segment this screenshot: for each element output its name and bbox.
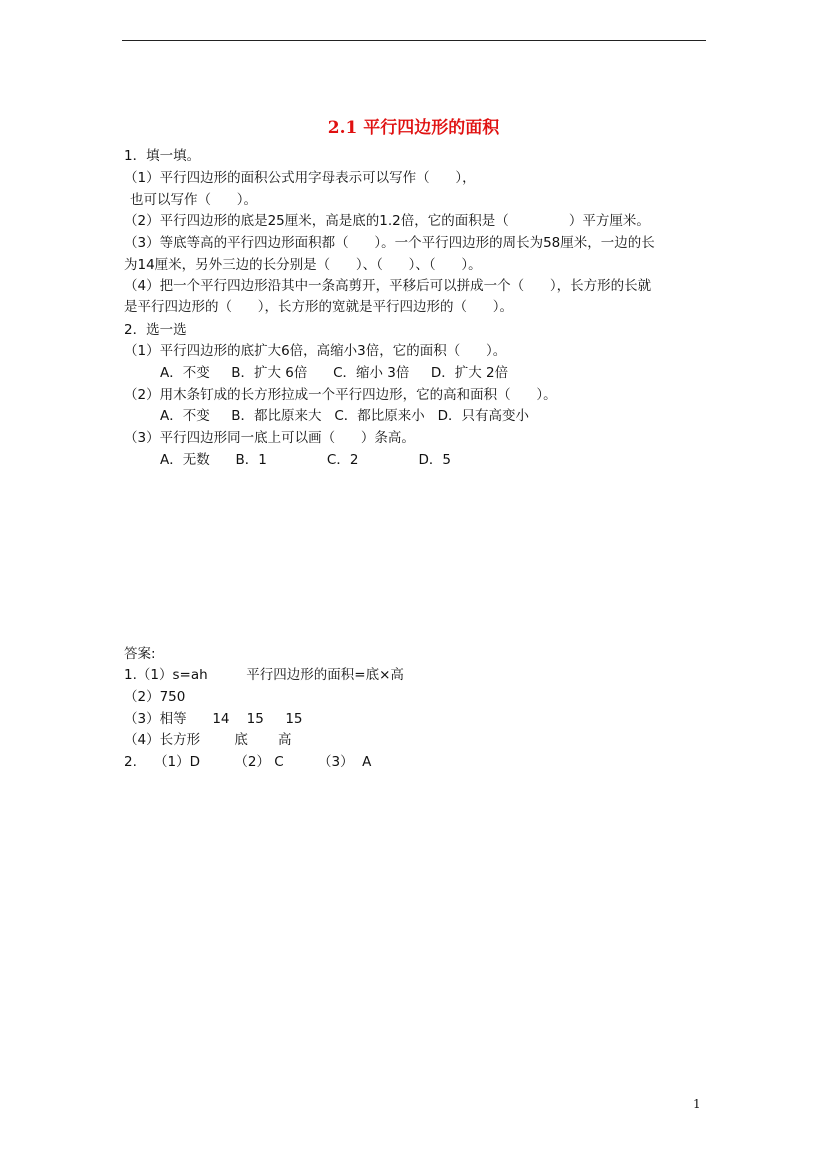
section-1-header: 1．填一填。 [124, 148, 201, 164]
header-rule [122, 40, 706, 41]
question-1-3-line-1: （3）等底等高的平行四边形面积都（ ）。一个平行四边形的周长为58厘米，一边的长 [124, 235, 655, 251]
question-2-1: （1）平行四边形的底扩大6倍，高缩小3倍，它的面积（ ）。 [124, 343, 507, 359]
answer-1-3: （3）相等 14 15 15 [124, 711, 303, 727]
answers-header: 答案: [124, 646, 156, 662]
question-2-3: （3）平行四边形同一底上可以画（ ）条高。 [124, 430, 415, 446]
answer-1-4: （4）长方形 底 高 [124, 732, 292, 748]
question-1-4-line-1: （4）把一个平行四边形沿其中一条高剪开，平移后可以拼成一个（ ），长方形的长就 [124, 278, 652, 294]
question-2-2-options: A．不变 B．都比原来大 C．都比原来小 D．只有高变小 [160, 408, 530, 424]
section-2-header: 2．选一选 [124, 322, 187, 338]
question-2-2: （2）用木条钉成的长方形拉成一个平行四边形，它的高和面积（ ）。 [124, 387, 557, 403]
question-1-3-line-2: 为14厘米，另外三边的长分别是（ ）、（ ）、（ ）。 [124, 257, 482, 273]
answer-1-1: 1.（1）s=ah 平行四边形的面积=底×高 [124, 667, 404, 683]
answer-2: 2. （1）D （2） C （3） A [124, 754, 372, 770]
question-1-1-line-1: （1）平行四边形的面积公式用字母表示可以写作（ ）， [124, 170, 476, 186]
page-number: 1 [693, 1097, 701, 1111]
question-2-1-options: A．不变 B．扩大 6倍 C．缩小 3倍 D．扩大 2倍 [160, 365, 509, 381]
question-1-2: （2）平行四边形的底是25厘米，高是底的1.2倍，它的面积是（ ）平方厘米。 [124, 213, 650, 229]
page-title: 2.1 平行四边形的面积 [327, 118, 500, 138]
answer-1-2: （2）750 [124, 689, 186, 705]
question-1-1-line-2: 也可以写作（ ）。 [130, 192, 257, 208]
question-1-4-line-2: 是平行四边形的（ ），长方形的宽就是平行四边形的（ ）。 [124, 299, 513, 315]
question-2-3-options: A．无数 B．1 C．2 D．5 [160, 452, 451, 468]
